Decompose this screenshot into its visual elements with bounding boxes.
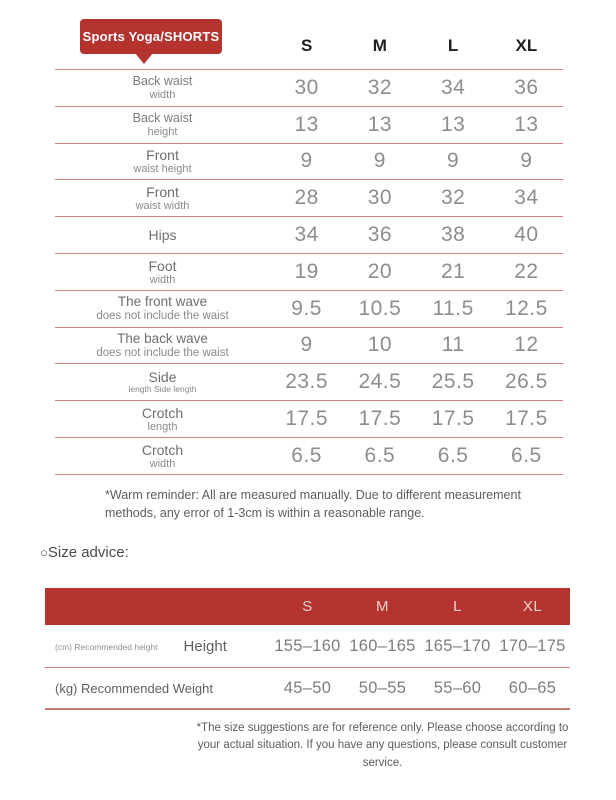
table-row [55,107,563,144]
row-label [55,442,270,471]
measurement-value: 9 [373,149,386,173]
measurement-value: 34 [294,223,319,247]
measurement-value: 12.5 [504,296,548,320]
measurement-value: 21 [440,259,466,283]
row-label-line1: Crotch [141,404,184,421]
row-label [55,258,270,287]
measurement-value: 6.5 [364,443,396,467]
measurement-value: 32 [367,75,393,99]
advice-column-header: S [302,598,313,615]
circle-icon: ○ [40,545,48,560]
measurement-value: 25.5 [431,370,475,394]
advice-column-header: XL [522,598,543,615]
row-label-line1: Side [148,369,177,386]
row-label-line1: The front wave [117,294,208,310]
row-label [55,294,270,323]
table-row [55,144,563,181]
warm-reminder-line1: *Warm reminder: All are measured manually. Due to different measurement methods, any error of [105,488,521,521]
table-row [55,291,563,328]
advice-value: 155–160 [274,637,341,655]
row-label [55,369,270,395]
size-measurement-table [55,69,563,475]
table-row [55,438,563,475]
measurement-value: 9 [300,149,313,173]
warm-reminder-line2: 1-3cm is within a reasonable range. [227,506,425,521]
row-label-line2: width [149,88,176,101]
row-label-line1: Back waist [132,74,193,89]
measurement-value: 40 [514,223,539,247]
advice-row-main-label: Height [183,638,227,655]
row-label-line1: Crotch [141,441,184,458]
size-table-header [270,36,563,62]
table-row [55,70,563,107]
advice-column-header: L [453,598,462,615]
advice-value: 45–50 [283,678,332,697]
advice-row-main-label: (kg) Recommended Weight [55,680,213,696]
measurement-value: 11 [441,333,465,357]
measurement-value: 32 [440,186,466,210]
size-advice-table [45,626,570,710]
measurement-value: 13 [440,112,466,136]
row-label-line2: waist height [133,163,192,176]
measurement-value: 30 [367,186,393,210]
size-advice-header-bar [45,588,570,625]
row-label [55,227,270,243]
size-column-header: M [372,36,387,55]
row-label-line2: waist width [135,200,190,213]
row-label-line2: does not include the waist [96,309,229,322]
row-label-line1: Front [146,147,179,164]
size-advice-heading [40,544,129,561]
advice-table-row [45,668,570,710]
advice-value: 165–170 [424,637,491,655]
row-label-line1: Foot [148,257,177,274]
measurement-value: 34 [514,186,539,210]
advice-column-header: M [376,598,389,615]
measurement-value: 10 [367,333,393,357]
measurement-value: 19 [294,259,319,283]
measurement-value: 34 [440,75,466,99]
measurement-value: 24.5 [358,370,402,394]
measurement-value: 36 [367,223,393,247]
size-advice-footnote [190,720,575,772]
measurement-value: 13 [367,112,393,136]
measurement-value: 36 [514,75,539,99]
row-label-line2: length [147,420,178,433]
measurement-value: 17.5 [358,407,402,431]
row-label-line2: width [149,273,176,286]
measurement-value: 26.5 [504,370,548,394]
measurement-value: 28 [294,186,319,210]
row-label [55,184,270,213]
measurement-value: 6.5 [437,443,469,467]
row-label-line1: Hips [148,227,177,244]
row-label [55,74,270,101]
measurement-value: 23.5 [285,370,329,394]
warm-reminder-note [105,486,575,522]
advice-row-label [45,681,270,696]
measurement-value: 13 [514,112,539,136]
row-label-line1: The back wave [117,331,208,347]
row-label [55,111,270,138]
measurement-value: 6.5 [511,443,542,467]
measurement-value: 17.5 [285,407,329,431]
badge-pointer-icon [135,53,153,64]
measurement-value: 9.5 [291,296,322,320]
advice-row-small-label: (cm) Recommended height [55,641,158,652]
row-label-line2: width [149,457,176,470]
row-label-line1: Back waist [132,111,193,126]
advice-value: 60–65 [508,678,557,697]
advice-value: 50–55 [358,678,407,697]
measurement-value: 20 [367,259,393,283]
measurement-value: 11.5 [432,296,474,320]
measurement-value: 38 [440,223,466,247]
measurement-value: 17.5 [431,407,475,431]
table-row [55,254,563,291]
size-advice-heading-text: Size advice: [47,544,129,561]
footnote-line2: actual situation. If you have any questions, please consult customer service. [223,739,568,769]
measurement-value: 22 [514,259,539,283]
table-row [55,401,563,438]
advice-value: 170–175 [499,637,566,655]
advice-value: 160–165 [349,637,416,655]
measurement-value: 9 [300,333,313,357]
size-column-header: XL [515,36,538,55]
row-label [55,331,270,360]
measurement-value: 13 [294,112,319,136]
measurement-value: 9 [447,149,460,173]
measurement-value: 17.5 [504,407,548,431]
row-label [55,405,270,434]
measurement-value: 9 [520,149,533,173]
advice-row-label [45,638,270,655]
row-label-line1: Front [146,183,179,200]
row-label-line2: height [147,125,178,138]
table-row [55,217,563,254]
measurement-value: 10.5 [358,296,402,320]
footnote-line1: *The size suggestions are for reference only. Please choose according to your [196,722,569,752]
measurement-value: 6.5 [291,443,322,467]
row-label-line2: does not include the waist [96,346,229,359]
advice-table-row [45,626,570,668]
row-label [55,147,270,176]
row-label-line2: length Side length [128,384,197,395]
measurement-value: 12 [514,333,539,357]
product-category-badge: Sports Yoga/SHORTS [80,19,222,54]
table-row [55,328,563,365]
advice-value: 55–60 [433,678,482,697]
table-row [55,364,563,401]
measurement-value: 30 [294,75,319,99]
size-column-header: L [447,36,459,55]
table-row [55,180,563,217]
size-column-header: S [300,36,313,55]
